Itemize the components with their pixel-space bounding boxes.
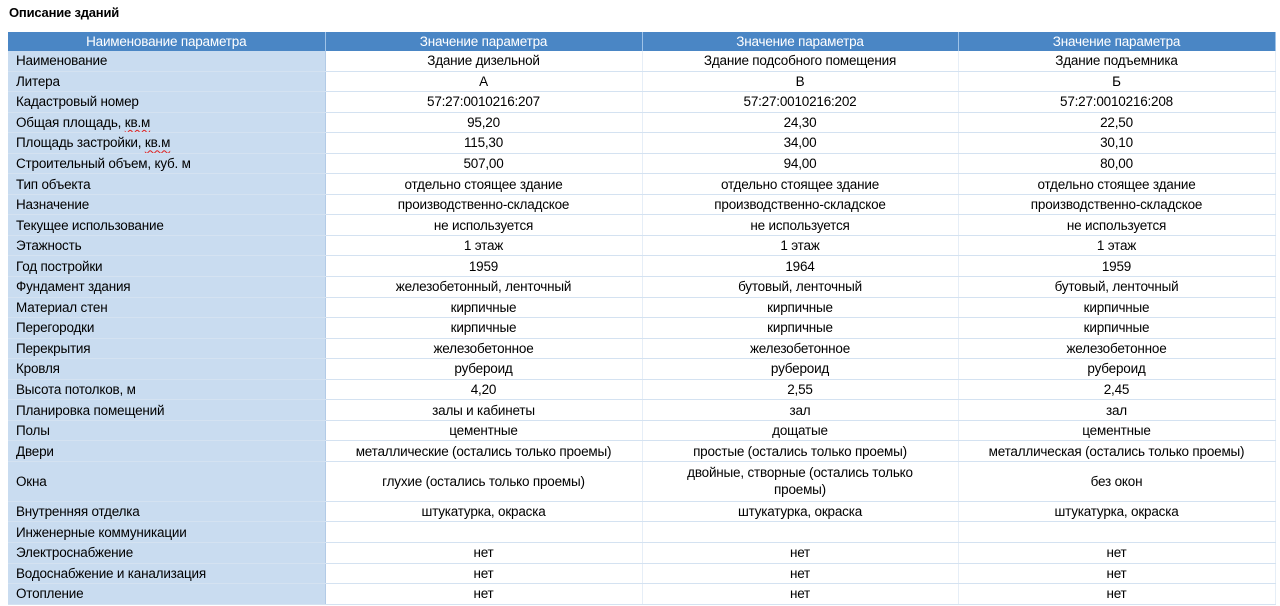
value-cell-1[interactable]: производственно-складское [325,194,642,215]
value-cell-3[interactable]: железобетонное [958,338,1275,359]
table-row [8,71,1275,92]
value-cell-1[interactable]: 115,30 [325,133,642,154]
value-cell-3[interactable]: нет [958,563,1275,584]
parameter-name-cell[interactable]: Водоснабжение и канализация [8,563,325,584]
value-cell-2[interactable]: 34,00 [642,133,958,154]
table-row [8,153,1275,174]
value-cell-3[interactable]: нет [958,584,1275,605]
value-cell-1[interactable]: железобетонный, ленточный [325,277,642,298]
value-cell-2[interactable]: 24,30 [642,112,958,133]
value-cell-3[interactable]: не используется [958,215,1275,236]
parameter-name-cell[interactable] [8,133,325,154]
table-row [8,543,1275,564]
value-cell-3[interactable]: зал [958,400,1275,421]
parameter-name-cell[interactable] [8,112,325,133]
table-row [8,359,1275,380]
value-cell-3[interactable]: 57:27:0010216:208 [958,92,1275,113]
value-cell-2[interactable]: нет [642,543,958,564]
value-cell-1[interactable]: залы и кабинеты [325,400,642,421]
value-cell-2[interactable]: рубероид [642,359,958,380]
column-header-value-3[interactable]: Значение параметра [958,32,1275,51]
value-cell-2[interactable] [642,522,958,543]
column-header-value-2[interactable]: Значение параметра [642,32,958,51]
value-cell-1[interactable]: металлические (остались только проемы) [325,441,642,462]
value-cell-1[interactable]: рубероид [325,359,642,380]
parameter-name-cell[interactable]: Окна [8,461,325,501]
table-row [8,400,1275,421]
value-cell-1[interactable]: кирпичные [325,318,642,339]
parameter-name-cell[interactable]: Электроснабжение [8,543,325,564]
value-cell-3[interactable]: Здание подъемника [958,51,1275,71]
parameter-name-cell[interactable]: Планировка помещений [8,400,325,421]
value-cell-2[interactable]: 1964 [642,256,958,277]
value-cell-3[interactable] [958,522,1275,543]
table-row [8,501,1275,522]
table-row [8,215,1275,236]
value-cell-1[interactable]: кирпичные [325,297,642,318]
table-row [8,318,1275,339]
value-cell-3[interactable]: 30,10 [958,133,1275,154]
table-row [8,92,1275,113]
table-row [8,277,1275,298]
value-cell-2[interactable]: 2,55 [642,379,958,400]
parameter-name-cell[interactable]: Отопление [8,584,325,605]
spellcheck-flagged-word: кв.м [144,135,171,151]
value-cell-3[interactable]: металлическая (остались только проемы) [958,441,1275,462]
table-row [8,584,1275,605]
value-cell-3[interactable]: кирпичные [958,318,1275,339]
value-cell-2[interactable]: отдельно стоящее здание [642,174,958,195]
value-cell-1[interactable]: А [325,71,642,92]
table-row [8,112,1275,133]
value-cell-3[interactable]: без окон [958,461,1275,501]
value-cell-2[interactable]: В [642,71,958,92]
value-cell-1[interactable]: 57:27:0010216:207 [325,92,642,113]
table-row [8,379,1275,400]
value-cell-3[interactable]: нет [958,543,1275,564]
parameter-name-cell[interactable]: Фундамент здания [8,277,325,298]
parameter-name-cell[interactable]: Инженерные коммуникации [8,522,325,543]
value-cell-3[interactable]: 1959 [958,256,1275,277]
parameter-name-cell[interactable]: Кровля [8,359,325,380]
table-row [8,194,1275,215]
value-cell-1[interactable]: железобетонное [325,338,642,359]
value-cell-1[interactable]: глухие (остались только проемы) [325,461,642,501]
table-row [8,563,1275,584]
value-cell-3[interactable]: кирпичные [958,297,1275,318]
parameter-name-cell[interactable]: Материал стен [8,297,325,318]
parameter-name-cell[interactable]: Внутренняя отделка [8,501,325,522]
table-row [8,51,1275,71]
parameter-name-cell[interactable]: Двери [8,441,325,462]
value-cell-1[interactable] [325,522,642,543]
value-cell-2[interactable]: производственно-складское [642,194,958,215]
value-cell-1[interactable]: нет [325,543,642,564]
value-cell-3[interactable]: производственно-складское [958,194,1275,215]
value-cell-3[interactable]: 1 этаж [958,235,1275,256]
page-title: Описание зданий [9,5,120,20]
table-row [8,441,1275,462]
value-cell-1[interactable]: 95,20 [325,112,642,133]
table-row [8,133,1275,154]
value-cell-2[interactable]: бутовый, ленточный [642,277,958,298]
parameter-name-cell[interactable]: Этажность [8,235,325,256]
parameter-name-cell[interactable]: Строительный объем, куб. м [8,153,325,174]
value-cell-1[interactable]: 1 этаж [325,235,642,256]
value-cell-1[interactable]: отдельно стоящее здание [325,174,642,195]
value-cell-3[interactable]: 2,45 [958,379,1275,400]
value-cell-3[interactable]: цементные [958,420,1275,441]
value-cell-2[interactable]: Здание подсобного помещения [642,51,958,71]
parameter-name-cell[interactable]: Полы [8,420,325,441]
value-cell-3[interactable]: рубероид [958,359,1275,380]
parameter-name-cell[interactable]: Текущее использование [8,215,325,236]
value-cell-2[interactable]: кирпичные [642,318,958,339]
value-cell-1[interactable]: нет [325,584,642,605]
value-cell-3[interactable]: бутовый, ленточный [958,277,1275,298]
spellcheck-flagged-word: кв.м [124,114,151,130]
table-row [8,235,1275,256]
parameter-name-cell[interactable]: Перекрытия [8,338,325,359]
table-row [8,461,1275,501]
table-row [8,174,1275,195]
value-cell-2[interactable]: 94,00 [642,153,958,174]
value-cell-2[interactable]: штукатурка, окраска [642,501,958,522]
parameter-name-cell[interactable]: Литера [8,71,325,92]
value-cell-2[interactable]: нет [642,563,958,584]
column-header-value-1[interactable]: Значение параметра [325,32,642,51]
value-cell-2[interactable]: двойные, створные (остались только проемы) [642,461,958,501]
value-cell-2[interactable]: кирпичные [642,297,958,318]
parameter-name-cell[interactable]: Кадастровый номер [8,92,325,113]
value-cell-2[interactable]: не используется [642,215,958,236]
value-cell-2[interactable]: нет [642,584,958,605]
parameter-name-text: Общая площадь, [16,114,125,130]
value-cell-3[interactable]: штукатурка, окраска [958,501,1275,522]
table-row [8,338,1275,359]
parameter-name-cell[interactable]: Год постройки [8,256,325,277]
value-cell-3[interactable]: отдельно стоящее здание [958,174,1275,195]
parameter-name-cell[interactable]: Перегородки [8,318,325,339]
value-cell-3[interactable]: 22,50 [958,112,1275,133]
value-cell-2[interactable]: зал [642,400,958,421]
parameter-name-cell[interactable]: Назначение [8,194,325,215]
value-cell-1[interactable]: цементные [325,420,642,441]
value-cell-1[interactable]: не используется [325,215,642,236]
value-cell-2[interactable]: дощатые [642,420,958,441]
value-cell-1[interactable]: нет [325,563,642,584]
value-cell-1[interactable]: 1959 [325,256,642,277]
value-cell-3[interactable]: Б [958,71,1275,92]
value-cell-1[interactable]: Здание дизельной [325,51,642,71]
table-header-row [8,32,1275,51]
value-cell-1[interactable]: штукатурка, окраска [325,501,642,522]
table-row [8,420,1275,441]
table-row [8,256,1275,277]
value-cell-2[interactable]: железобетонное [642,338,958,359]
value-cell-2[interactable]: 57:27:0010216:202 [642,92,958,113]
value-cell-2[interactable]: 1 этаж [642,235,958,256]
table-row [8,297,1275,318]
value-cell-2[interactable]: простые (остались только проемы) [642,441,958,462]
value-cell-3[interactable]: 80,00 [958,153,1275,174]
value-cell-1[interactable]: 507,00 [325,153,642,174]
column-header-parameter[interactable]: Наименование параметра [8,32,325,51]
parameter-name-text: Площадь застройки, [16,135,145,151]
parameter-name-cell[interactable]: Наименование [8,51,325,71]
value-cell-1[interactable]: 4,20 [325,379,642,400]
parameter-name-cell[interactable]: Тип объекта [8,174,325,195]
table-row [8,522,1275,543]
parameter-name-cell[interactable]: Высота потолков, м [8,379,325,400]
building-params-table [8,32,1276,605]
